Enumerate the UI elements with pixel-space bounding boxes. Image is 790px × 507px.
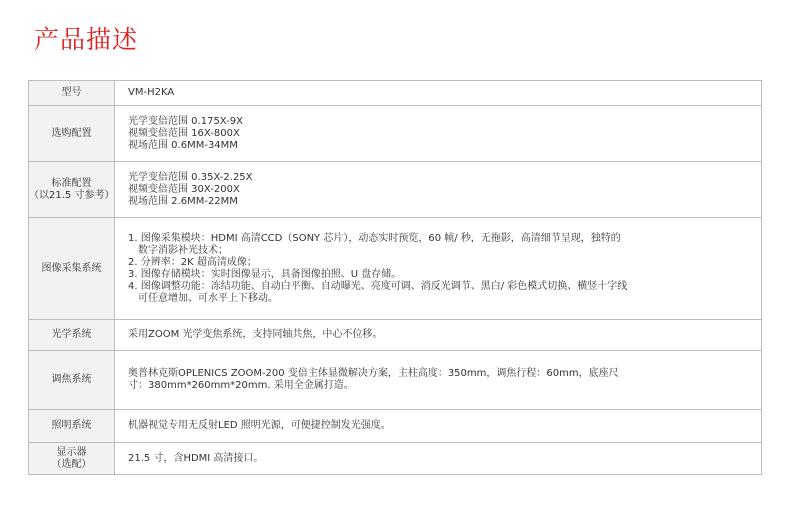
table-row [29,162,762,218]
row-value-optional-config [115,106,762,162]
spec-table [28,80,762,475]
row-label-monitor [29,443,115,475]
value-line: 机器视觉专用无反射LED 照明光源，可便捷控制发光强度。 [128,420,391,431]
table-row [29,320,762,351]
list-item-continuation: 数字消影补光技术； [138,244,228,256]
row-label-model: 型号 [29,81,115,106]
value-line: 采用ZOOM 光学变焦系统，支持同轴共焦，中心不位移。 [128,329,383,340]
row-value-focus-system [115,351,762,410]
value-line: 寸：380mm*260mm*20mm. 采用全金属打造。 [128,380,354,391]
row-label-image-system: 图像采集系统 [29,218,115,320]
row-value-image-system [115,218,762,320]
value-line: 光学变倍范围 0.175X-9X [128,115,243,127]
list-item: 1. 图像采集模块：HDMI 高清CCD（SONY 芯片），动态实时预览，60 帧/ 秒，无拖影，高清细节呈现，独特的 [128,232,621,244]
row-label-standard-config [29,162,115,218]
value-line: 光学变倍范围 0.35X-2.25X [128,171,253,183]
label-line: 显示器 [56,446,87,458]
value-line: 视频变倍范围 30X-200X [128,183,240,195]
value-line: 21.5 寸，含HDMI 高清接口。 [128,452,264,464]
value-line: 视频变倍范围 16X-800X [128,127,240,139]
row-label-lighting-system: 照明系统 [29,410,115,443]
row-label-optical-system: 光学系统 [29,320,115,351]
table-row [29,351,762,410]
row-label-focus-system: 调焦系统 [29,351,115,410]
value-line: 视场范围 2.6MM-22MM [128,195,238,207]
row-value-optical-system [115,320,762,351]
value-line: 奥普林克斯OPLENICS ZOOM-200 变倍主体显微解决方案，主柱高度：350mm，调焦行程：60mm，底座尺 [128,368,619,379]
label-line: 标准配置 [51,177,92,189]
table-row [29,106,762,162]
row-value-standard-config [115,162,762,218]
list-item: 3. 图像存储模块：实时图像显示，具备图像拍照、U 盘存储。 [128,268,402,280]
value-line: VM-H2KA [128,87,175,98]
list-item: 2. 分辨率：2K 超高清成像； [128,256,257,268]
row-label-optional-config: 选购配置 [29,106,115,162]
table-row [29,410,762,443]
list-item: 4. 图像调整功能：冻结功能、自动白平衡、自动曝光、亮度可调、消反光调节、黑白/ 彩色模式切换、横竖十字线 [128,280,628,292]
row-value-lighting-system [115,410,762,443]
table-row [29,81,762,106]
row-value-monitor [115,443,762,475]
row-value-model [115,81,762,106]
label-line: （选配） [51,458,92,470]
label-line: （以21.5 寸参考） [29,189,115,201]
table-row [29,443,762,475]
list-item-continuation: 可任意增加、可水平上下移动。 [138,292,278,304]
table-row [29,218,762,320]
page-title: 产品描述 [34,25,139,54]
value-line: 视场范围 0.6MM-34MM [128,139,238,151]
